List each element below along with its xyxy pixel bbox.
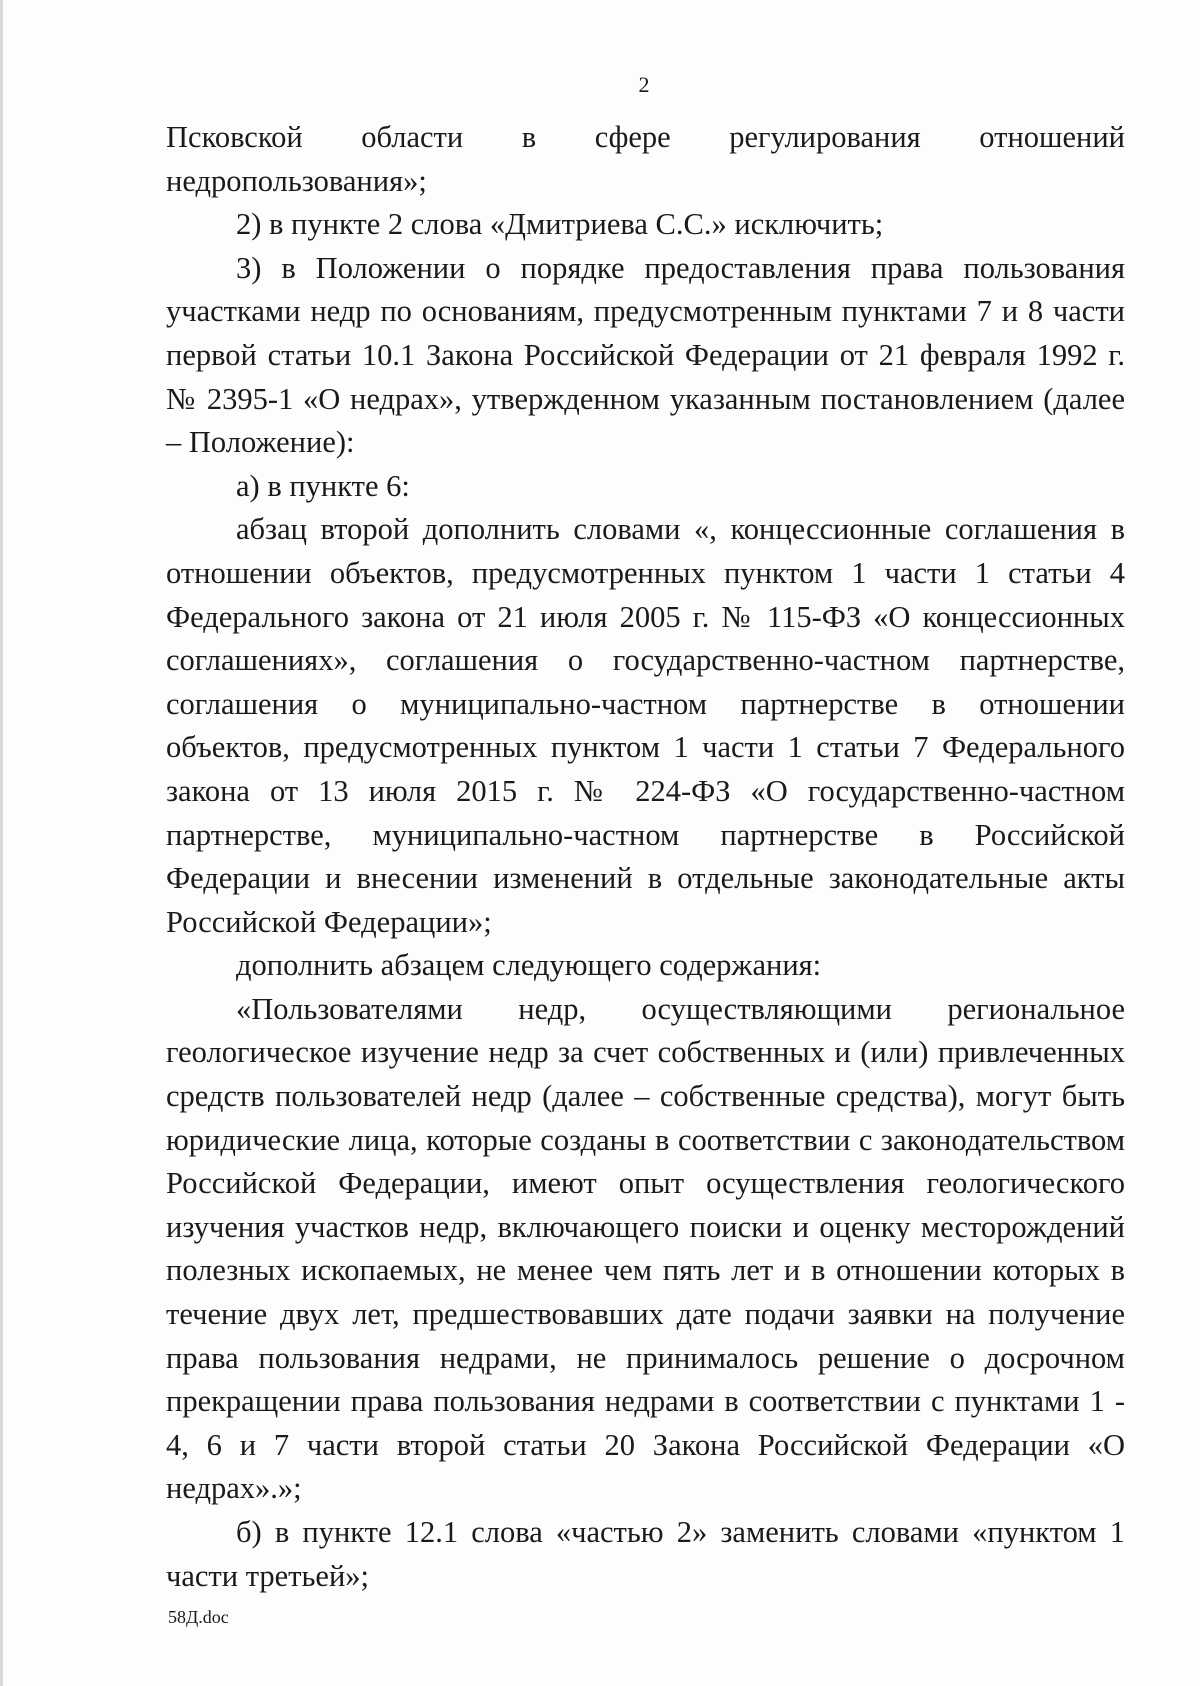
scan-edge xyxy=(0,0,3,1686)
paragraph-item-3: 3) в Положении о порядке предоставления права пользования участками недр по основаниям, предусмотренным пунктами 7 и 8 части первой статьи 10.1 Закона Российской Федерации от 21 февраля 1992 г. № 2395-1 «О недрах», утвержденном указанным постановлением (далее – Положение): xyxy=(166,250,1125,460)
paragraph-subitem-b: б) в пункте 12.1 слова «частью 2» заменить словами «пунктом 1 части третьей»; xyxy=(166,1515,1125,1593)
paragraph-quoted-text: «Пользователями недр, осуществляющими региональное геологическое изучение недр за счет собственных и (или) привлеченных средств пользователей недр (далее – собственные средства), могут быть юридические лица, которые созданы в соответствии с законодательством Российской Федерации, имеют опыт осуществления геологического изучения участков недр, включающего поиски и оценку месторождений полезных ископаемых, не менее чем пять лет и в отношении которых в течение двух лет, предшествовавших дате подачи заявки на получение права пользования недрами, не принималось решение о досрочном прекращении права пользования недрами в соответствии с пунктами 1 - 4, 6 и 7 части второй статьи 20 Закона Российской Федерации «О недрах».»; xyxy=(166,991,1125,1506)
paragraph-add-abzac: дополнить абзацем следующего содержания: xyxy=(236,948,822,983)
file-name-footer: 58Д.doc xyxy=(168,1607,229,1627)
paragraph-item-2: 2) в пункте 2 слова «Дмитриева С.С.» исключить; xyxy=(236,207,884,242)
page-number: 2 xyxy=(638,72,650,97)
paragraph-subitem-a: а) в пункте 6: xyxy=(236,468,410,503)
paragraph-continuation: Псковской области в сфере регулирования отношений недропользования»; xyxy=(166,120,1125,198)
document-body xyxy=(166,116,1125,1598)
paragraph-abzac-second: абзац второй дополнить словами «, концессионные соглашения в отношении объектов, предусмотренных пунктом 1 части 1 статьи 4 Федерального закона от 21 июля 2005 г. № 115-ФЗ «О концессионных соглашениях», соглашения о государственно-частном партнерстве, соглашения о муниципально-частном партнерстве в отношении объектов, предусмотренных пунктом 1 части 1 статьи 7 Федерального закона от 13 июля 2015 г. № 224-ФЗ «О государственно-частном партнерстве, муниципально-частном партнерстве в Российской Федерации и внесении изменений в отдельные законодательные акты Российской Федерации»; xyxy=(166,512,1125,939)
